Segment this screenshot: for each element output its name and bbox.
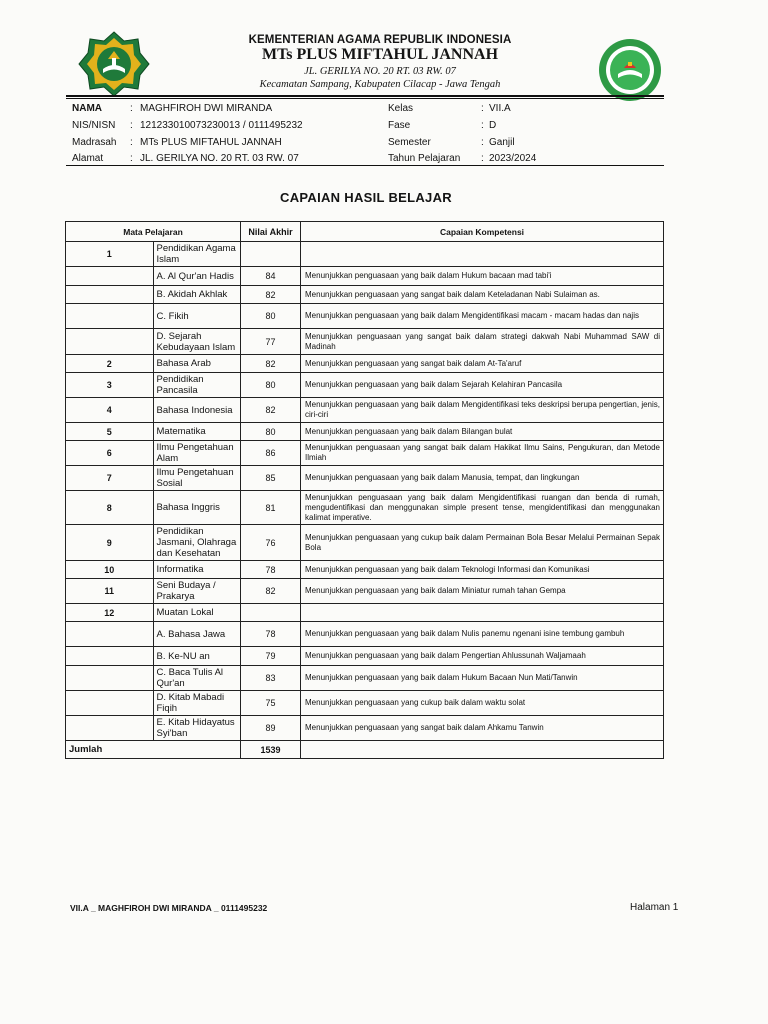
row-number	[66, 267, 154, 286]
section-title: CAPAIAN HASIL BELAJAR	[280, 190, 452, 205]
row-score: 75	[241, 691, 301, 716]
table-row	[66, 398, 664, 423]
row-score: 82	[241, 579, 301, 604]
header-divider-thin	[66, 98, 664, 99]
row-subject: Ilmu Pengetahuan Sosial	[153, 466, 241, 491]
row-competency: Menunjukkan penguasaan yang sangat baik dalam strategi dakwah Nabi Muhammad SAW di Madinah	[301, 329, 664, 355]
madrasah-label: Madrasah	[72, 137, 117, 148]
table-row	[66, 373, 664, 398]
table-row	[66, 355, 664, 373]
row-competency: Menunjukkan penguasaan yang cukup baik dalam waktu solat	[301, 691, 664, 716]
row-number: 5	[66, 423, 154, 441]
row-score: 80	[241, 304, 301, 329]
colon: :	[130, 137, 133, 148]
footer-page-number: Halaman 1	[630, 902, 679, 913]
info-divider	[66, 165, 664, 166]
school-region: Kecamatan Sampang, Kabupaten Cilacap - Jawa Tengah	[259, 79, 501, 90]
row-score	[241, 604, 301, 622]
table-row	[66, 622, 664, 647]
row-subject: D. Sejarah Kebudayaan Islam	[153, 329, 241, 355]
row-subject: Bahasa Inggris	[153, 491, 241, 525]
total-value: 1539	[241, 741, 301, 759]
row-number	[66, 286, 154, 304]
kemenag-logo	[78, 31, 150, 97]
total-row	[66, 741, 664, 759]
table-row	[66, 691, 664, 716]
row-competency	[301, 604, 664, 622]
footer-student-id: VII.A _ MAGHFIROH DWI MIRANDA _ 0111495232	[70, 903, 268, 913]
row-score: 85	[241, 466, 301, 491]
col-competency-header: Capaian Kompetensi	[301, 222, 664, 242]
row-score: 82	[241, 398, 301, 423]
alamat-value: JL. GERILYA NO. 20 RT. 03 RW. 07	[140, 153, 299, 164]
colon: :	[130, 103, 133, 114]
row-score: 76	[241, 525, 301, 561]
school-name: MTs PLUS MIFTAHUL JANNAH	[261, 46, 499, 63]
row-competency: Menunjukkan penguasaan yang sangat baik dalam Ahkamu Tanwin	[301, 716, 664, 741]
row-subject: B. Ke-NU an	[153, 647, 241, 666]
row-score: 80	[241, 373, 301, 398]
row-number: 6	[66, 441, 154, 466]
row-subject: Seni Budaya / Prakarya	[153, 579, 241, 604]
row-score: 81	[241, 491, 301, 525]
row-number	[66, 716, 154, 741]
row-score: 79	[241, 647, 301, 666]
table-row	[66, 304, 664, 329]
table-row	[66, 466, 664, 491]
alamat-label: Alamat	[72, 153, 104, 164]
row-subject: Bahasa Indonesia	[153, 398, 241, 423]
row-subject: Pendidikan Jasmani, Olahraga dan Kesehatan	[153, 525, 241, 561]
nis-value: 121233010073230013 / 0111495232	[140, 120, 303, 131]
table-row	[66, 441, 664, 466]
colon: :	[481, 137, 484, 148]
row-competency: Menunjukkan penguasaan yang baik dalam Hukum bacaan mad tabi'i	[301, 267, 664, 286]
total-empty	[301, 741, 664, 759]
row-number: 7	[66, 466, 154, 491]
row-competency: Menunjukkan penguasaan yang sangat baik dalam At-Ta'aruf	[301, 355, 664, 373]
row-score: 80	[241, 423, 301, 441]
row-score: 78	[241, 561, 301, 579]
table-header-row	[66, 222, 664, 242]
row-number	[66, 329, 154, 355]
table-row	[66, 666, 664, 691]
table-row	[66, 491, 664, 525]
row-competency: Menunjukkan penguasaan yang baik dalam Miniatur rumah tahan Gempa	[301, 579, 664, 604]
row-subject: A. Bahasa Jawa	[153, 622, 241, 647]
semester-label: Semester	[388, 137, 431, 148]
colon: :	[481, 153, 484, 164]
row-subject: Bahasa Arab	[153, 355, 241, 373]
row-score	[241, 242, 301, 267]
row-number: 8	[66, 491, 154, 525]
grades-body	[66, 242, 664, 741]
row-score: 77	[241, 329, 301, 355]
row-number	[66, 622, 154, 647]
kelas-label: Kelas	[388, 103, 414, 114]
row-competency: Menunjukkan penguasaan yang sangat baik dalam Keteladanan Nabi Sulaiman as.	[301, 286, 664, 304]
row-competency: Menunjukkan penguasaan yang baik dalam Bilangan bulat	[301, 423, 664, 441]
row-number: 2	[66, 355, 154, 373]
row-subject: A. Al Qur'an Hadis	[153, 267, 241, 286]
table-row	[66, 286, 664, 304]
row-competency: Menunjukkan penguasaan yang baik dalam Teknologi Informasi dan Komunikasi	[301, 561, 664, 579]
row-number: 11	[66, 579, 154, 604]
madrasah-value: MTs PLUS MIFTAHUL JANNAH	[140, 137, 282, 148]
row-subject: Informatika	[153, 561, 241, 579]
row-score: 78	[241, 622, 301, 647]
table-row	[66, 242, 664, 267]
row-score: 84	[241, 267, 301, 286]
grades-table	[65, 221, 664, 759]
table-row	[66, 647, 664, 666]
nama-value: MAGHFIROH DWI MIRANDA	[140, 103, 273, 114]
table-row	[66, 604, 664, 622]
row-subject: E. Kitab Hidayatus Syi'ban	[153, 716, 241, 741]
table-row	[66, 716, 664, 741]
row-subject: Pendidikan Pancasila	[153, 373, 241, 398]
table-row	[66, 329, 664, 355]
row-competency: Menunjukkan penguasaan yang baik dalam Manusia, tempat, dan lingkungan	[301, 466, 664, 491]
row-competency: Menunjukkan penguasaan yang baik dalam Nulis panemu ngenani isine tembung gambuh	[301, 622, 664, 647]
col-subject-header: Mata Pelajaran	[66, 222, 241, 242]
header-divider-thick	[66, 95, 664, 97]
nama-label: NAMA	[72, 103, 102, 114]
semester-value: Ganjil	[489, 137, 515, 148]
colon: :	[130, 153, 133, 164]
row-number	[66, 304, 154, 329]
fase-value: D	[489, 120, 497, 131]
fase-label: Fase	[388, 120, 411, 131]
row-competency: Menunjukkan penguasaan yang baik dalam Sejarah Kelahiran Pancasila	[301, 373, 664, 398]
table-row	[66, 525, 664, 561]
row-competency: Menunjukkan penguasaan yang baik dalam Mengidentifikasi teks deskripsi berupa pengertian, jenis, ciri-ciri	[301, 398, 664, 423]
row-competency: Menunjukkan penguasaan yang cukup baik dalam Permainan Bola Besar Melalui Permainan Sepak Bola	[301, 525, 664, 561]
row-subject: C. Baca Tulis Al Qur'an	[153, 666, 241, 691]
total-label: Jumlah	[66, 741, 241, 759]
kelas-value: VII.A	[489, 103, 511, 114]
row-competency: Menunjukkan penguasaan yang sangat baik dalam Hakikat Ilmu Sains, Pengukuran, dan Metode Ilmiah	[301, 441, 664, 466]
row-competency: Menunjukkan penguasaan yang baik dalam Hukum Bacaan Nun Mati/Tanwin	[301, 666, 664, 691]
table-row	[66, 579, 664, 604]
table-row	[66, 267, 664, 286]
row-subject: B. Akidah Akhlak	[153, 286, 241, 304]
table-row	[66, 561, 664, 579]
table-row	[66, 423, 664, 441]
row-subject: Ilmu Pengetahuan Alam	[153, 441, 241, 466]
school-address: JL. GERILYA NO. 20 RT. 03 RW. 07	[304, 66, 456, 77]
colon: :	[130, 120, 133, 131]
col-score-header: Nilai Akhir	[241, 222, 301, 242]
row-score: 89	[241, 716, 301, 741]
colon: :	[481, 120, 484, 131]
row-subject: D. Kitab Mabadi Fiqih	[153, 691, 241, 716]
row-number	[66, 647, 154, 666]
row-subject: Matematika	[153, 423, 241, 441]
row-number: 4	[66, 398, 154, 423]
row-score: 82	[241, 355, 301, 373]
row-number	[66, 666, 154, 691]
nis-label: NIS/NISN	[72, 120, 116, 131]
row-number: 12	[66, 604, 154, 622]
row-score: 83	[241, 666, 301, 691]
row-score: 82	[241, 286, 301, 304]
row-number: 1	[66, 242, 154, 267]
tahun-value: 2023/2024	[489, 153, 537, 164]
row-number	[66, 691, 154, 716]
tahun-label: Tahun Pelajaran	[388, 153, 461, 164]
row-subject: Pendidikan Agama Islam	[153, 242, 241, 267]
row-score: 86	[241, 441, 301, 466]
row-competency: Menunjukkan penguasaan yang baik dalam Mengidentifikasi macam - macam hadas dan najis	[301, 304, 664, 329]
row-number: 10	[66, 561, 154, 579]
row-number: 3	[66, 373, 154, 398]
row-number: 9	[66, 525, 154, 561]
row-competency	[301, 242, 664, 267]
row-competency: Menunjukkan penguasaan yang baik dalam Mengidentifikasi ruangan dan benda di rumah, mengudentifikasi dan menggunakan simple present tense, mengidentifikasi dan menggunakan kalimat imperative.	[301, 491, 664, 525]
row-subject: C. Fikih	[153, 304, 241, 329]
ministry-title: KEMENTERIAN AGAMA REPUBLIK INDONESIA	[248, 34, 512, 46]
row-subject: Muatan Lokal	[153, 604, 241, 622]
row-competency: Menunjukkan penguasaan yang baik dalam Pengertian Ahlussunah Waljamaah	[301, 647, 664, 666]
colon: :	[481, 103, 484, 114]
